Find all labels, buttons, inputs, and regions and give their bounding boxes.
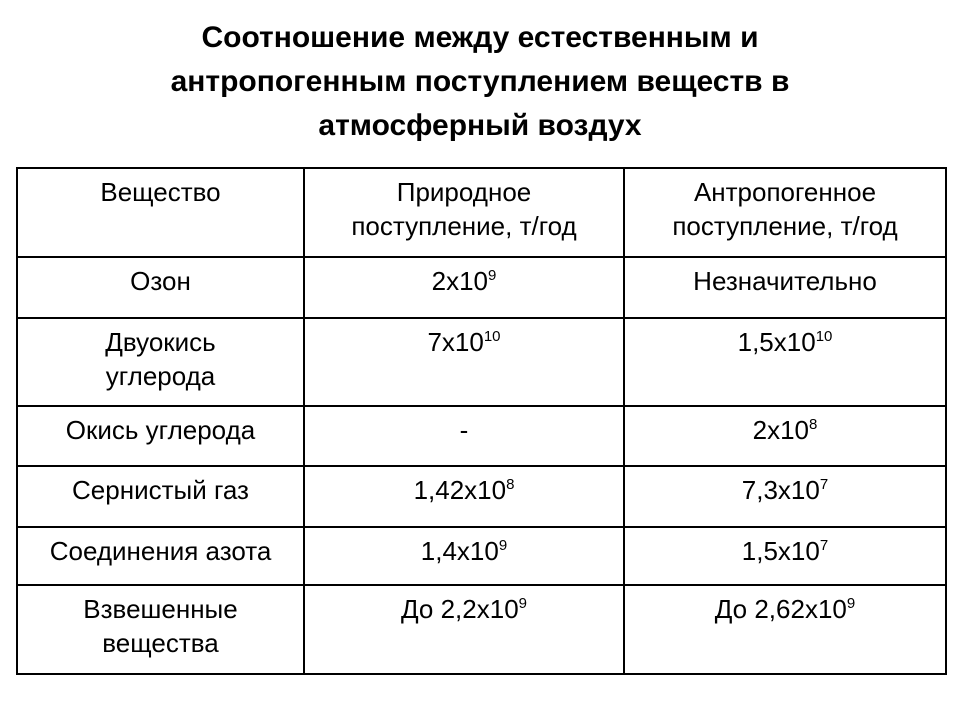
header-text: Антропогенное <box>693 177 877 207</box>
anthropogenic-value: До 2,62x10 <box>714 594 847 624</box>
natural-exponent: 8 <box>506 476 515 493</box>
anthropogenic-cell <box>624 466 946 527</box>
table-header-row <box>17 168 946 257</box>
substance-name: Окись углерода <box>65 415 256 445</box>
anthropogenic-exponent: 10 <box>815 328 833 345</box>
natural-cell <box>304 318 624 406</box>
title-line: атмосферный воздух <box>318 109 642 142</box>
title-line: антропогенным поступлением веществ в <box>170 65 790 98</box>
anthropogenic-value: 2x10 <box>752 415 810 445</box>
header-text: поступление, т/год <box>672 211 898 241</box>
natural-cell <box>304 257 624 318</box>
substance-name: Озон <box>130 266 191 296</box>
header-cell-anthropogenic <box>624 168 946 257</box>
natural-exponent: 9 <box>498 537 508 554</box>
title-line: Соотношение между естественным и <box>201 21 759 54</box>
substance-name: Соединения азота <box>49 536 272 566</box>
header-text: поступление, т/год <box>351 211 577 241</box>
natural-exponent: 9 <box>488 267 497 284</box>
natural-cell <box>304 527 624 585</box>
header-text: Природное <box>396 177 532 207</box>
table-row <box>17 466 946 527</box>
anthropogenic-value: Незначительно <box>693 266 877 296</box>
anthropogenic-cell <box>624 257 946 318</box>
natural-cell <box>304 585 624 674</box>
natural-value: - <box>459 415 469 445</box>
substance-name: Двуокись <box>105 327 216 357</box>
substance-cell <box>17 466 304 527</box>
anthropogenic-cell <box>624 318 946 406</box>
anthropogenic-exponent: 7 <box>819 476 829 493</box>
substance-cell <box>17 257 304 318</box>
header-cell-natural <box>304 168 624 257</box>
header-text: Вещество <box>100 177 221 207</box>
substance-name: Взвешенные <box>83 594 238 624</box>
substance-cell <box>17 585 304 674</box>
natural-value: 1,42x10 <box>413 475 507 505</box>
anthropogenic-exponent: 8 <box>809 416 818 433</box>
substance-name: Сернистый газ <box>72 475 249 505</box>
page-title <box>40 16 920 148</box>
table-row <box>17 527 946 585</box>
natural-value: 1,4x10 <box>420 536 499 566</box>
natural-value: 2x10 <box>431 266 489 296</box>
substance-name: углерода <box>105 361 216 391</box>
substance-name: вещества <box>102 628 219 658</box>
table-row <box>17 406 946 466</box>
natural-cell <box>304 406 624 466</box>
natural-exponent: 9 <box>518 595 527 612</box>
emissions-table <box>16 167 947 675</box>
anthropogenic-cell <box>624 406 946 466</box>
header-cell-substance <box>17 168 304 257</box>
substance-cell <box>17 318 304 406</box>
anthropogenic-exponent: 9 <box>846 595 856 612</box>
table-row <box>17 585 946 674</box>
anthropogenic-value: 1,5x10 <box>737 327 816 357</box>
natural-exponent: 10 <box>483 328 501 345</box>
anthropogenic-value: 1,5x10 <box>741 536 820 566</box>
table-row <box>17 318 946 406</box>
natural-cell <box>304 466 624 527</box>
substance-cell <box>17 527 304 585</box>
table-row <box>17 257 946 318</box>
natural-value: До 2,2x10 <box>401 594 519 624</box>
anthropogenic-cell <box>624 585 946 674</box>
substance-cell <box>17 406 304 466</box>
anthropogenic-value: 7,3x10 <box>741 475 820 505</box>
anthropogenic-cell <box>624 527 946 585</box>
anthropogenic-exponent: 7 <box>819 537 829 554</box>
natural-value: 7x10 <box>427 327 484 357</box>
